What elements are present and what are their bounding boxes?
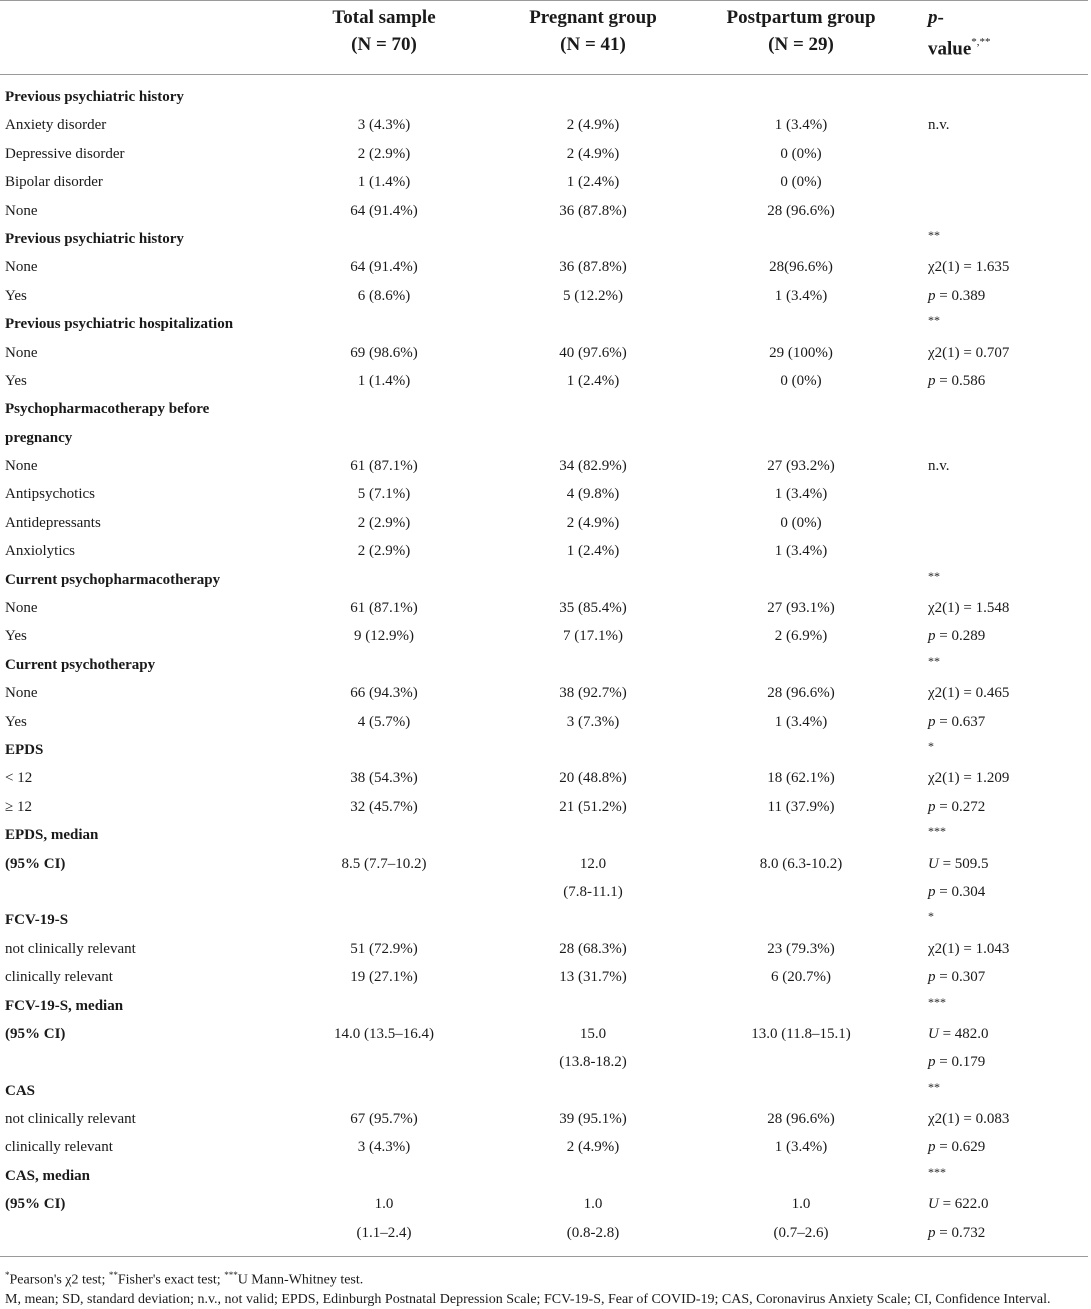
row-label: Anxiolytics [5, 543, 75, 560]
cell-postpartum-group: 6 (20.7%) [771, 969, 831, 986]
table-row [0, 906, 1091, 934]
cell-p-value: *** [928, 994, 946, 1009]
cell-p-value: * [928, 909, 934, 924]
cell-total-sample: (1.1–2.4) [356, 1224, 412, 1241]
cell-postpartum-group: 29 (100%) [769, 344, 833, 361]
cell-postpartum-group: 23 (79.3%) [767, 940, 835, 957]
cell-total-sample: 5 (7.1%) [357, 486, 411, 503]
cell-total-sample: 19 (27.1%) [350, 969, 418, 986]
cell-pregnant-group: 2 (4.9%) [566, 514, 620, 531]
cell-p-value: *** [928, 1164, 946, 1179]
cell-pregnant-group: 36 (87.8%) [559, 202, 627, 219]
row-label: Current psychotherapy [5, 656, 156, 673]
cell-total-sample: 38 (54.3%) [350, 770, 418, 787]
header-rule [0, 74, 1088, 75]
cell-p-value: *** [928, 824, 946, 839]
cell-total-sample: 64 (91.4%) [350, 202, 418, 219]
cell-p-value: p = 0.307 [928, 969, 986, 986]
row-label: Current psychopharmacotherapy [5, 571, 221, 588]
table-row [0, 140, 1091, 168]
footnote-text: Pearson's χ2 test; [9, 1272, 109, 1288]
cell-total-sample: 66 (94.3%) [350, 685, 418, 702]
header-n: (N = 41) [560, 34, 626, 55]
table-row [0, 168, 1091, 196]
cell-postpartum-group: 0 (0%) [780, 514, 822, 531]
cell-pregnant-group: 12.0 [579, 855, 607, 872]
cell-pregnant-group: 4 (9.8%) [566, 486, 620, 503]
row-label: clinically relevant [5, 969, 113, 986]
cell-postpartum-group: (0.7–2.6) [773, 1224, 829, 1241]
cell-p-value: * [928, 738, 934, 753]
cell-pregnant-group: 1 (2.4%) [566, 372, 620, 389]
table-row [0, 679, 1091, 707]
table-row [0, 622, 1091, 650]
cell-postpartum-group: 1 (3.4%) [774, 1139, 828, 1156]
header-p-sup: *,** [971, 36, 991, 48]
cell-p-value: p = 0.629 [928, 1139, 986, 1156]
cell-total-sample: 64 (91.4%) [350, 259, 418, 276]
cell-pregnant-group: 1.0 [583, 1196, 603, 1213]
cell-postpartum-group: 1 (3.4%) [774, 117, 828, 134]
table-row [0, 1105, 1091, 1133]
cell-pregnant-group: (0.8-2.8) [566, 1224, 620, 1241]
table-row [0, 83, 1091, 111]
header-title: Postpartum group [726, 7, 876, 28]
cell-total-sample: 51 (72.9%) [350, 940, 418, 957]
row-label: Yes [5, 713, 27, 730]
header-total-sample [307, 4, 461, 58]
cell-p-value: n.v. [928, 117, 950, 134]
cell-total-sample: 2 (2.9%) [357, 543, 411, 560]
cell-postpartum-group: 0 (0%) [780, 174, 822, 191]
row-label: Bipolar disorder [5, 174, 103, 191]
row-label: None [5, 600, 38, 617]
footnote-sup: *** [224, 1270, 238, 1280]
cell-postpartum-group: 1 (3.4%) [774, 713, 828, 730]
row-label: None [5, 458, 38, 475]
footnote-sup: * [5, 1270, 10, 1280]
cell-p-value: p = 0.304 [928, 883, 986, 900]
cell-pregnant-group: 40 (97.6%) [559, 344, 627, 361]
cell-postpartum-group: 18 (62.1%) [767, 770, 835, 787]
row-label: (95% CI) [5, 1025, 66, 1042]
row-label: EPDS, median [5, 827, 99, 844]
cell-postpartum-group: 1 (3.4%) [774, 543, 828, 560]
row-label: Anxiety disorder [5, 117, 107, 134]
table-row [0, 963, 1091, 991]
row-label: Antidepressants [5, 514, 101, 531]
cell-pregnant-group: 15.0 [579, 1025, 607, 1042]
cell-pregnant-group: 36 (87.8%) [559, 259, 627, 276]
table-row [0, 764, 1091, 792]
table-row [0, 1020, 1091, 1048]
table-row [0, 1133, 1091, 1161]
table-row [0, 452, 1091, 480]
cell-total-sample: 2 (2.9%) [357, 514, 411, 531]
cell-total-sample: 61 (87.1%) [350, 600, 418, 617]
cell-postpartum-group: 28(96.6%) [769, 259, 833, 276]
cell-p-value: U = 482.0 [928, 1025, 989, 1042]
table-row [0, 992, 1091, 1020]
cell-total-sample: 32 (45.7%) [350, 798, 418, 815]
cell-total-sample: 8.5 (7.7–10.2) [341, 855, 427, 872]
row-label: clinically relevant [5, 1139, 113, 1156]
footnote-tests [5, 1266, 1085, 1290]
table-row [0, 111, 1091, 139]
cell-pregnant-group: 7 (17.1%) [563, 628, 623, 645]
cell-pregnant-group: 2 (4.9%) [566, 1139, 620, 1156]
row-label: EPDS [5, 741, 44, 758]
table-row [0, 225, 1091, 253]
cell-p-value: ** [928, 568, 940, 583]
cell-pregnant-group: 1 (2.4%) [566, 543, 620, 560]
cell-pregnant-group: 34 (82.9%) [559, 458, 627, 475]
table-row [0, 509, 1091, 537]
cell-postpartum-group: 11 (37.9%) [767, 798, 835, 815]
cell-total-sample: 3 (4.3%) [357, 1139, 411, 1156]
cell-p-value: ** [928, 227, 940, 242]
table-row [0, 282, 1091, 310]
table-row [0, 1219, 1091, 1247]
row-label: Antipsychotics [5, 486, 95, 503]
cell-postpartum-group: 2 (6.9%) [774, 628, 828, 645]
header-title: Total sample [332, 7, 436, 28]
cell-postpartum-group: 0 (0%) [780, 372, 822, 389]
row-label: pregnancy [5, 429, 73, 446]
row-label: not clinically relevant [5, 1111, 136, 1128]
table-row [0, 253, 1091, 281]
cell-total-sample: 6 (8.6%) [357, 287, 411, 304]
cell-p-value: p = 0.289 [928, 628, 986, 645]
table-row [0, 367, 1091, 395]
table-row [0, 197, 1091, 225]
cell-p-value: χ2(1) = 1.548 [928, 600, 1010, 617]
cell-pregnant-group: 38 (92.7%) [559, 685, 627, 702]
table-footnotes [5, 1266, 1085, 1309]
row-label: Psychopharmacotherapy before [5, 401, 210, 418]
cell-p-value: p = 0.179 [928, 1054, 986, 1071]
cell-p-value: χ2(1) = 1.635 [928, 259, 1010, 276]
table-body [0, 83, 1091, 1247]
header-n: (N = 70) [351, 34, 417, 55]
cell-total-sample: 1 (1.4%) [357, 174, 411, 191]
row-label: Yes [5, 287, 27, 304]
cell-total-sample: 9 (12.9%) [354, 628, 414, 645]
row-label: Previous psychiatric history [5, 89, 184, 105]
header-postpartum-group [703, 4, 899, 58]
cell-pregnant-group: 20 (48.8%) [559, 770, 627, 787]
cell-p-value: p = 0.637 [928, 713, 986, 730]
table-row [0, 424, 1091, 452]
cell-pregnant-group: 2 (4.9%) [566, 117, 620, 134]
row-label: < 12 [5, 770, 33, 787]
row-label: Previous psychiatric hospitalization [5, 316, 234, 333]
table-row [0, 537, 1091, 565]
table-row [0, 1077, 1091, 1105]
cell-total-sample: 1 (1.4%) [357, 372, 411, 389]
cell-postpartum-group: 28 (96.6%) [767, 685, 835, 702]
cell-pregnant-group: 21 (51.2%) [559, 798, 627, 815]
cell-p-value: χ2(1) = 0.707 [928, 344, 1010, 361]
footnote-text: U Mann-Whitney test. [237, 1272, 364, 1288]
table-row [0, 821, 1091, 849]
row-label: None [5, 344, 38, 361]
table-row [0, 850, 1091, 878]
row-label: Previous psychiatric history [5, 230, 184, 247]
cell-postpartum-group: 0 (0%) [780, 145, 822, 162]
cell-p-value: n.v. [928, 458, 950, 475]
cell-total-sample: 3 (4.3%) [357, 117, 411, 134]
cell-pregnant-group: 39 (95.1%) [559, 1111, 627, 1128]
cell-p-value: p = 0.732 [928, 1224, 986, 1241]
table-row [0, 395, 1091, 423]
cell-p-value: χ2(1) = 1.209 [928, 770, 1010, 787]
footnote-text: Fisher's exact test; [117, 1272, 225, 1288]
table-row [0, 339, 1091, 367]
footnote-abbreviations: M, mean; SD, standard deviation; n.v., not valid; EPDS, Edinburgh Postnatal Depression Scale; FCV-19-S, Fear of COVID-19; CAS, Coronavirus Anxiety Scale; CI, Confidence Interval. [5, 1291, 1051, 1307]
row-label: Depressive disorder [5, 145, 125, 162]
cell-postpartum-group: 27 (93.1%) [767, 600, 835, 617]
cell-p-value: U = 509.5 [928, 855, 989, 872]
cell-p-value: χ2(1) = 0.083 [928, 1111, 1010, 1128]
table-row [0, 708, 1091, 736]
cell-postpartum-group: 28 (96.6%) [767, 1111, 835, 1128]
table-row [0, 878, 1091, 906]
cell-p-value: p = 0.389 [928, 287, 986, 304]
row-label: not clinically relevant [5, 940, 136, 957]
row-label: FCV-19-S [5, 912, 69, 929]
header-n: (N = 29) [768, 34, 834, 55]
row-label: Yes [5, 628, 27, 645]
cell-postpartum-group: 13.0 (11.8–15.1) [751, 1025, 851, 1042]
cell-pregnant-group: 3 (7.3%) [566, 713, 620, 730]
row-label: (95% CI) [5, 855, 66, 872]
footnote-sup: ** [108, 1270, 118, 1280]
cell-p-value: ** [928, 653, 940, 668]
table-row [0, 480, 1091, 508]
cell-postpartum-group: 1.0 [791, 1196, 811, 1213]
cell-total-sample: 61 (87.1%) [350, 458, 418, 475]
row-label: FCV-19-S, median [5, 997, 124, 1014]
cell-postpartum-group: 1 (3.4%) [774, 287, 828, 304]
row-label: Yes [5, 372, 27, 389]
cell-postpartum-group: 1 (3.4%) [774, 486, 828, 503]
cell-total-sample: 69 (98.6%) [350, 344, 418, 361]
table-row [0, 594, 1091, 622]
cell-total-sample: 14.0 (13.5–16.4) [334, 1025, 434, 1042]
header-p-rest: -value [928, 7, 972, 60]
table-row [0, 566, 1091, 594]
cell-total-sample: 4 (5.7%) [357, 713, 411, 730]
cell-postpartum-group: 27 (93.2%) [767, 458, 835, 475]
cell-total-sample: 1.0 [374, 1196, 394, 1213]
cell-pregnant-group: (13.8-18.2) [559, 1054, 627, 1071]
table-row [0, 736, 1091, 764]
header-pregnant-group [515, 4, 671, 58]
cell-pregnant-group: 28 (68.3%) [559, 940, 627, 957]
cell-pregnant-group: 5 (12.2%) [563, 287, 623, 304]
row-label: None [5, 685, 38, 702]
row-label: CAS [5, 1082, 36, 1099]
cell-pregnant-group: 2 (4.9%) [566, 145, 620, 162]
row-label: ≥ 12 [5, 798, 32, 815]
cell-p-value: ** [928, 1079, 940, 1094]
cell-p-value: p = 0.586 [928, 372, 986, 389]
cell-total-sample: 2 (2.9%) [357, 145, 411, 162]
cell-p-value: p = 0.272 [928, 798, 986, 815]
top-rule [0, 0, 1088, 1]
cell-total-sample: 67 (95.7%) [350, 1111, 418, 1128]
cell-postpartum-group: 28 (96.6%) [767, 202, 835, 219]
table-row [0, 310, 1091, 338]
cell-pregnant-group: 13 (31.7%) [559, 969, 627, 986]
row-label: None [5, 259, 38, 276]
table-row [0, 935, 1091, 963]
table-row [0, 1048, 1091, 1076]
cell-p-value: χ2(1) = 1.043 [928, 940, 1010, 957]
header-p-italic: p [928, 7, 938, 28]
row-label: CAS, median [5, 1167, 91, 1184]
cell-pregnant-group: 1 (2.4%) [566, 174, 620, 191]
cell-pregnant-group: (7.8-11.1) [563, 883, 623, 900]
cell-p-value: U = 622.0 [928, 1196, 989, 1213]
table-row [0, 793, 1091, 821]
cell-p-value: χ2(1) = 0.465 [928, 685, 1010, 702]
table-row [0, 1162, 1091, 1190]
cell-postpartum-group: 8.0 (6.3-10.2) [759, 855, 843, 872]
table-row [0, 1190, 1091, 1218]
row-label: (95% CI) [5, 1196, 66, 1213]
row-label: None [5, 202, 38, 219]
cell-pregnant-group: 35 (85.4%) [559, 600, 627, 617]
cell-p-value: ** [928, 313, 940, 328]
header-title: Pregnant group [529, 7, 657, 28]
header-p-value [928, 4, 991, 62]
bottom-rule [0, 1256, 1088, 1257]
table-row [0, 651, 1091, 679]
